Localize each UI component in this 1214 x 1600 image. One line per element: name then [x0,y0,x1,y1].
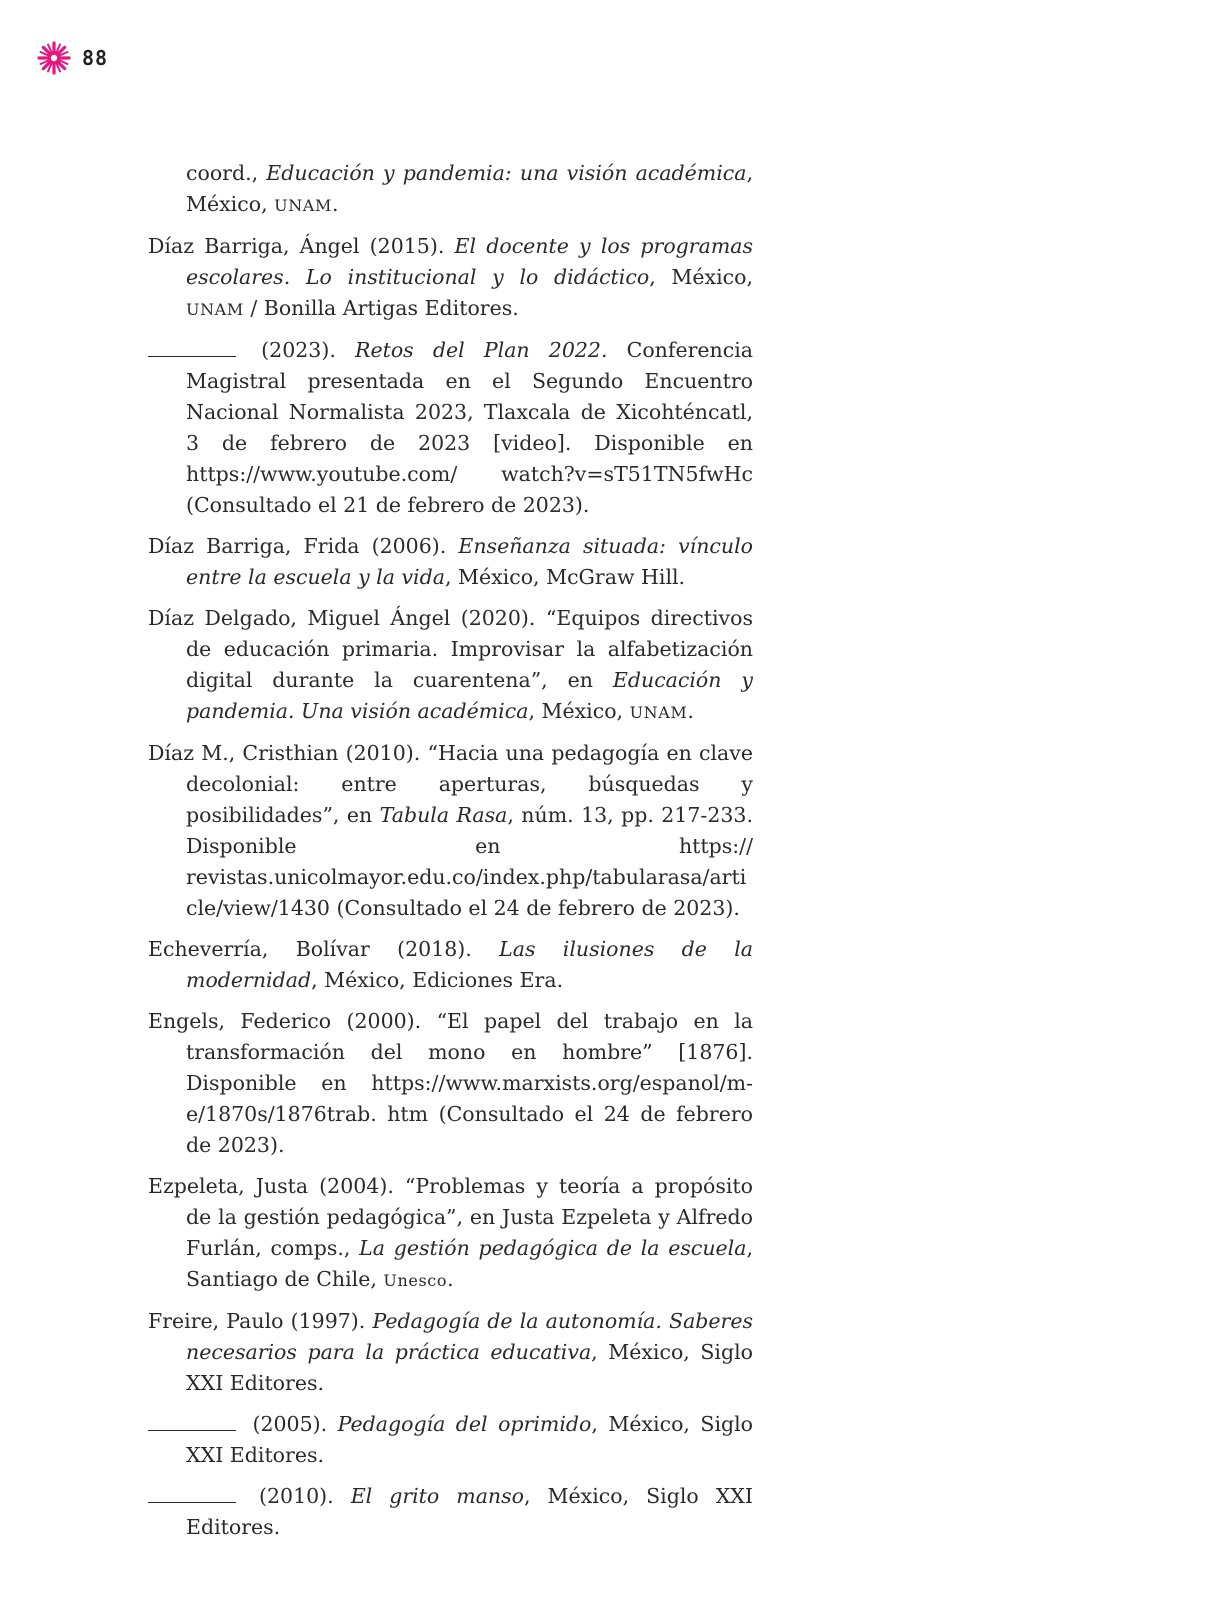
reference-publisher-acronym: UNAM [274,196,332,215]
reference-text: / Bonilla Artigas Editores. [243,296,519,320]
reference-text: , México, Ediciones Era. [311,968,564,992]
reference-entry-continued [148,158,753,221]
reference-entry [148,1006,753,1161]
reference-entry [148,603,753,728]
reference-title: Pedagogía de la autonomía. Saberes necesarios para la práctica educativa [186,1309,753,1364]
reference-text: Díaz Barriga, Ángel (2015). [148,234,455,258]
reference-text: , México, [528,699,630,723]
reference-text: , México, [186,161,754,216]
reference-text: Díaz Barriga, Frida (2006). [148,534,459,558]
reference-text: Díaz M., Cristhian (2010). “Hacia una pedagogía en clave decolonial: entre aperturas, búsquedas y posibilidades”, en [148,741,753,827]
reference-title: Pedagogía del oprimido [337,1412,592,1436]
asterisk-icon-graphic [36,40,72,76]
reference-title: Educación y pandemia: una visión académica [266,161,747,185]
same-author-rule [148,1501,236,1503]
reference-entry [148,1171,753,1296]
reference-entry [148,738,753,924]
reference-text: . [447,1267,454,1291]
page-header [36,38,108,78]
same-author-rule [148,1429,236,1431]
reference-publisher-acronym: UNAM [629,703,688,722]
reference-text: Engels, Federico (2000). “El papel del trabajo en la transformación del mono en hombre” [1876]. Disponible en https://www.marxists.org/espanol/m-e/1870s/1876trab. htm (Consultado el 24 de febrero de 2023). [148,1009,753,1157]
reference-publisher-acronym: UNAM [186,300,244,319]
reference-title: Las ilusiones de la modernidad [186,937,753,992]
reference-text: Freire, Paulo (1997). [148,1309,373,1333]
reference-entry [148,335,753,521]
reference-text: , México, [649,265,753,289]
reference-text: . [687,699,694,723]
reference-entry [148,1481,753,1543]
reference-text: Ezpeleta, Justa (2004). “Problemas y teoría a propósito de la gestión pedagógica”, en Justa Ezpeleta y Alfredo Furlán, comps., [148,1174,753,1260]
reference-text: coord., [186,161,267,185]
reference-text: , México, Siglo XXI Editores. [186,1340,754,1395]
reference-text: , México, McGraw Hill. [444,565,686,589]
reference-text: Díaz Delgado, Miguel Ángel (2020). “Equipos directivos de educación primaria. Improvisar la alfabetización digital durante la cuarentena”, en [148,606,753,692]
page-number: 88 [82,46,109,70]
reference-text: . [331,192,339,216]
reference-text: , núm. 13, pp. 217-233. Disponible en https:// revistas.unicolmayor.edu.co/index.php/tabularasa/article/view/1430 (Consultado el 24 de febrero de 2023). [186,803,753,920]
reference-entry [148,1409,753,1471]
reference-title: Tabula Rasa [379,803,508,827]
reference-title: El grito manso [350,1484,524,1508]
reference-entry [148,934,753,996]
reference-title: Retos del Plan 2022. [355,338,608,362]
reference-text: , México, Siglo XXI Editores. [186,1412,754,1467]
reference-title: Enseñanza situada: vínculo entre la escuela y la vida [186,534,753,589]
reference-title: Educación y pandemia. Una visión académica [186,668,753,723]
reference-text: (2023). [242,338,356,362]
reference-text: Echeverría, Bolívar (2018). [148,937,500,961]
reference-text: , México, Siglo XXI Editores. [186,1484,753,1539]
reference-text: , Santiago de Chile, [186,1236,753,1291]
reference-entry [148,531,753,593]
reference-text: Conferencia Magistral presentada en el Segundo Encuentro Nacional Normalista 2023, Tlaxcala de Xicohténcatl, 3 de febrero de 2023 [video]. Disponible en https://www.youtube.com/ watch?v=sT51TN5fwHc (Consultado el 21 de febrero de 2023). [186,338,753,517]
reference-list [148,158,753,1553]
reference-title: La gestión pedagógica de la escuela [359,1236,747,1260]
reference-entry [148,1306,753,1399]
reference-text: (2010). [242,1484,351,1508]
asterisk-icon [36,40,72,76]
reference-text: (2005). [242,1412,338,1436]
same-author-rule [148,355,236,357]
reference-title: El docente y los programas escolares. Lo institucional y lo didáctico [186,234,753,289]
reference-publisher-acronym: Unesco [383,1271,448,1290]
reference-entry [148,231,753,325]
